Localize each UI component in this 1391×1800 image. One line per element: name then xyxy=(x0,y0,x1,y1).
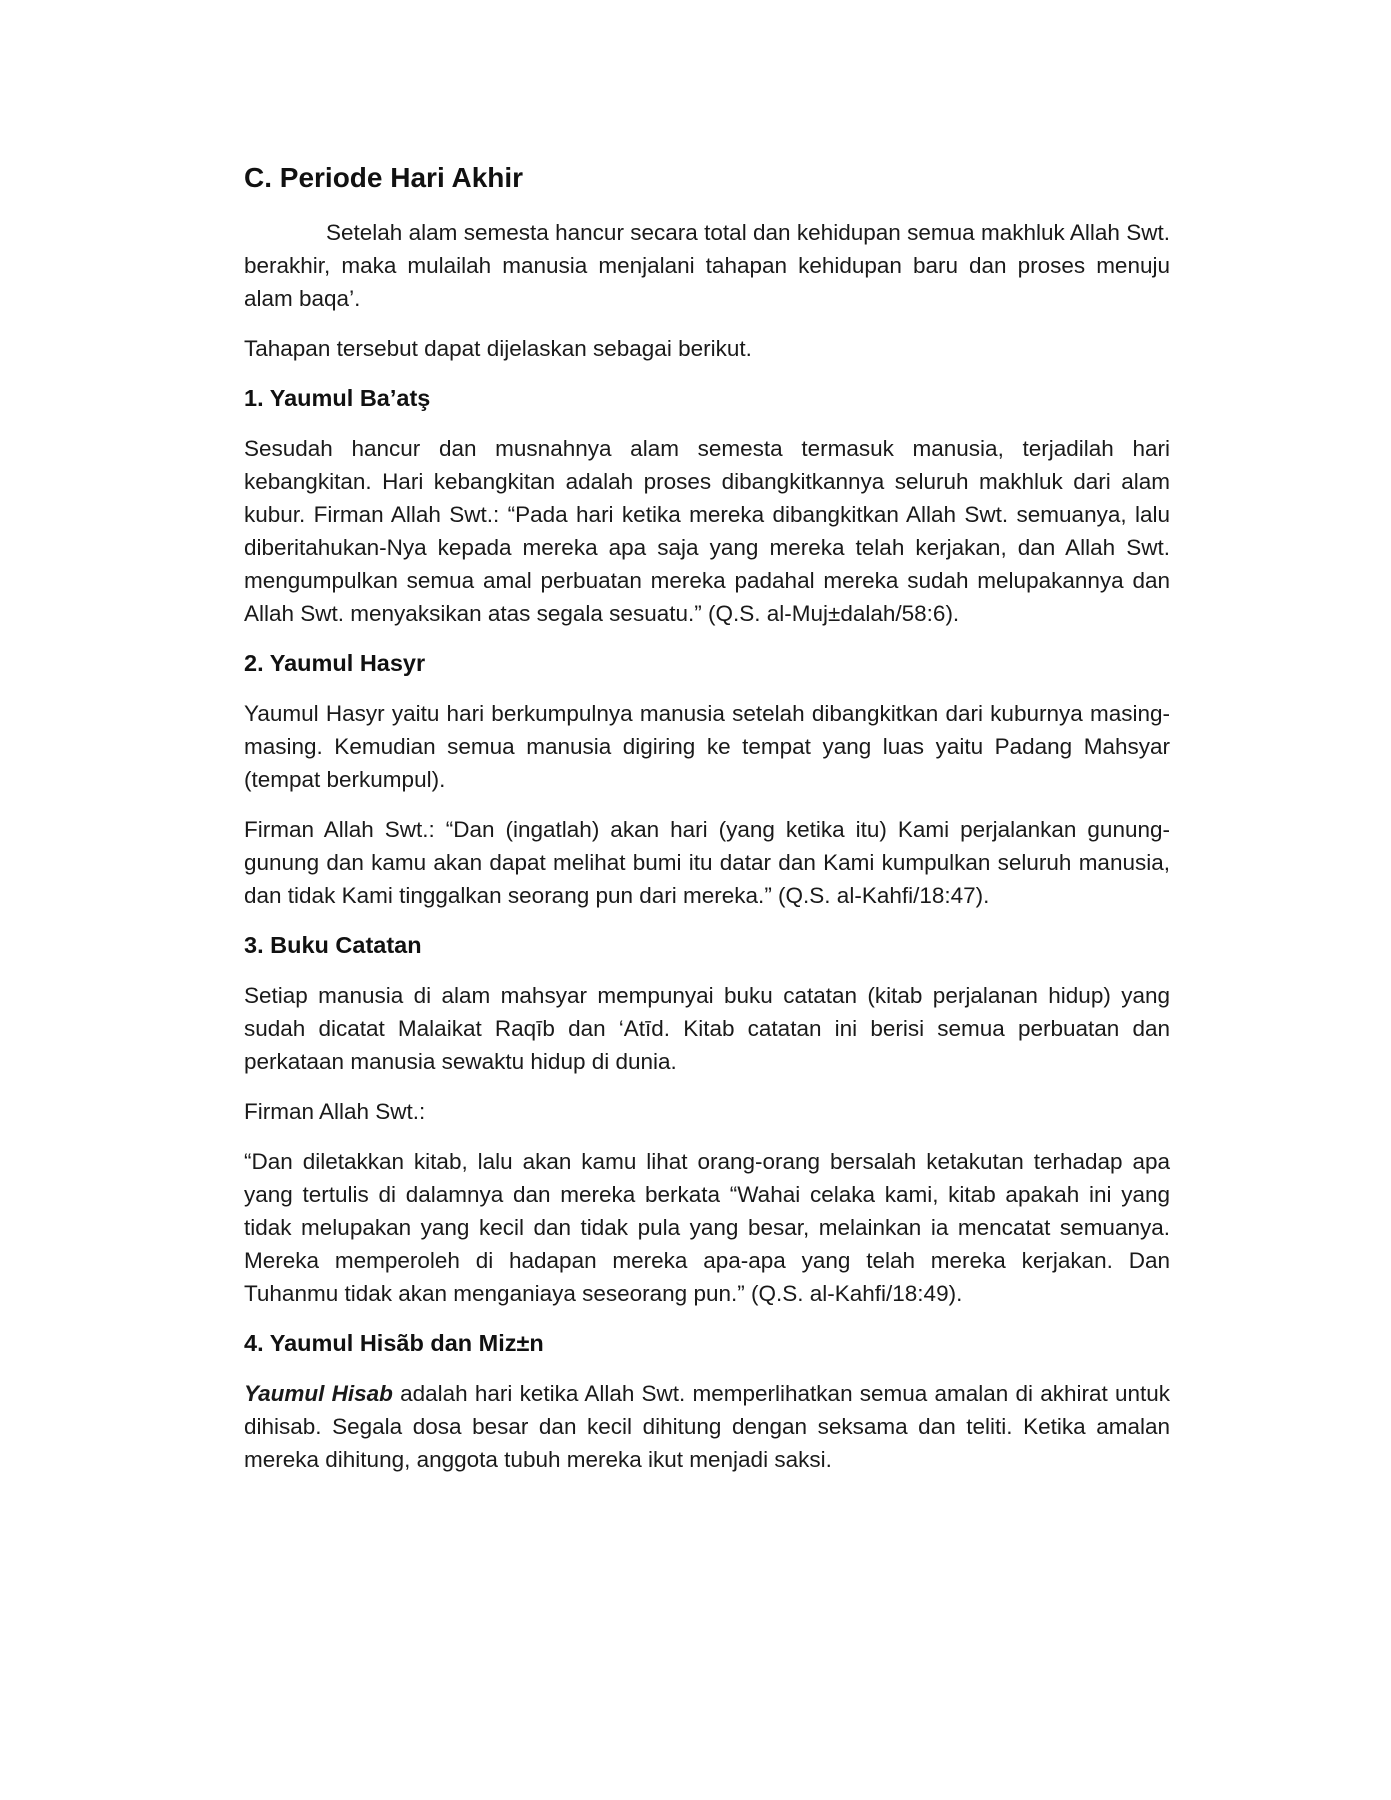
section-paragraph: Yaumul Hasyr yaitu hari berkumpulnya manusia setelah dibangkitkan dari kuburnya masing-masing. Kemudian semua manusia digiring ke tempat yang luas yaitu Padang Mahsyar (tempat berkumpul). xyxy=(244,701,1170,792)
section-heading: 4. Yaumul Hisãb dan Miz±n xyxy=(244,1330,544,1356)
intro-paragraph: Setelah alam semesta hancur secara total dan kehidupan semua makhluk Allah Swt. berakhir, maka mulailah manusia menjalani tahapan kehidupan baru dan proses menuju alam baqa’. xyxy=(244,220,1170,311)
section-paragraph: Setiap manusia di alam mahsyar mempunyai buku catatan (kitab perjalanan hidup) yang sudah dicatat Malaikat Raqīb dan ‘Atīd. Kitab catatan ini berisi semua perbuatan dan perkataan manusia sewaktu hidup di dunia. xyxy=(244,983,1170,1074)
term-yaumul-hisab: Yaumul Hisab xyxy=(244,1381,393,1406)
section-paragraph: Firman Allah Swt.: “Dan (ingatlah) akan hari (yang ketika itu) Kami perjalankan gunung-gunung dan kamu akan dapat melihat bumi itu datar dan Kami kumpulkan seluruh manusia, dan tidak Kami tinggalkan seorang pun dari mereka.” (Q.S. al-Kahfi/18:47). xyxy=(244,817,1170,908)
page-title: C. Periode Hari Akhir xyxy=(244,162,524,193)
section-heading: 1. Yaumul Ba’atş xyxy=(244,385,431,411)
section-yaumul-hasyr xyxy=(244,647,1170,912)
section-paragraph: Sesudah hancur dan musnahnya alam semesta termasuk manusia, terjadilah hari kebangkitan. Hari kebangkitan adalah proses dibangkitkannya seluruh makhluk dari alam kubur. Firman Allah Swt.: “Pada hari ketika mereka dibangkitkan Allah Swt. semuanya, lalu diberitahukan-Nya kepada mereka apa saja yang mereka telah kerjakan, dan Allah Swt. mengumpulkan semua amal perbuatan mereka padahal mereka sudah melupakannya dan Allah Swt. menyaksikan atas segala sesuatu.” (Q.S. al-Muj±dalah/58:6). xyxy=(244,436,1170,626)
section-yaumul-hisab xyxy=(244,1327,1170,1476)
document-page xyxy=(244,160,1170,1493)
section-yaumul-baats xyxy=(244,382,1170,630)
section-paragraph: Firman Allah Swt.: xyxy=(244,1099,426,1124)
section-paragraph xyxy=(244,1377,1170,1476)
intro-lead-paragraph: Tahapan tersebut dapat dijelaskan sebagai berikut. xyxy=(244,336,752,361)
section-heading: 2. Yaumul Hasyr xyxy=(244,650,426,676)
section-heading: 3. Buku Catatan xyxy=(244,932,422,958)
section-quote-paragraph: “Dan diletakkan kitab, lalu akan kamu lihat orang-orang bersalah ketakutan terhadap apa yang tertulis di dalamnya dan mereka berkata “Wahai celaka kami, kitab apakah ini yang tidak melupakan yang kecil dan tidak pula yang besar, melainkan ia mencatat semuanya. Mereka memperoleh di hadapan mereka apa-apa yang telah mereka kerjakan. Dan Tuhanmu tidak akan menganiaya seseorang pun.” (Q.S. al-Kahfi/18:49). xyxy=(244,1149,1170,1306)
paragraph-text: adalah hari ketika Allah Swt. memperlihatkan semua amalan di akhirat untuk dihisab. Segala dosa besar dan kecil dihitung dengan seksama dan teliti. Ketika amalan mereka dihitung, anggota tubuh mereka ikut menjadi saksi. xyxy=(244,1381,1170,1472)
section-buku-catatan xyxy=(244,929,1170,1310)
